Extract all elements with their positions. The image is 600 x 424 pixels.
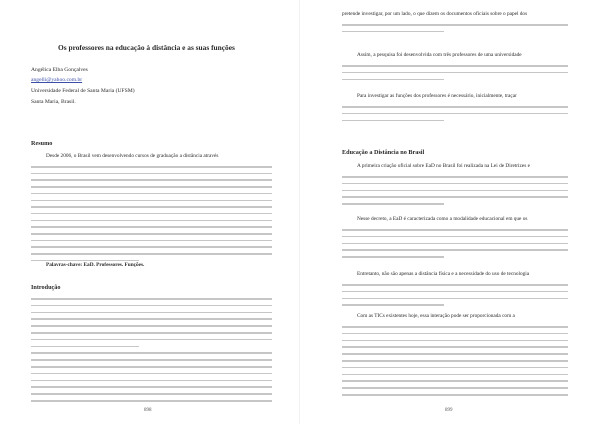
right-text-line [342,31,444,33]
resumo-text-line [31,233,272,235]
right-text-line [342,183,568,185]
right-text-line [342,298,568,300]
page-number-left: 898 [144,408,152,413]
author-email[interactable]: angelli@yahoo.com.br [31,77,83,83]
right-text-line [342,196,568,198]
resumo-text-line [31,206,272,208]
keywords: Palavras-chave: EaD. Professores. Funções. [46,262,145,268]
right-paragraph-first-line: Entretanto, não são apenas a distância física e a necessidade do uso de tecnologia [357,271,530,277]
introducao-text-line [31,366,272,368]
right-text-line [342,304,444,306]
right-text-line [342,284,568,286]
right-text-line [342,106,568,108]
right-text-line [342,24,568,26]
right-text-line [342,291,568,293]
introducao-text-line [31,305,272,307]
author-name: Angélica Elba Gonçalves [31,67,88,73]
author-location: Santa Maria, Brasil. [31,99,76,105]
right-text-line [342,176,568,178]
right-paragraph-first-line: Nesse decreto, a EaD é caracterizada como a modalidade educacional em que os [357,216,528,222]
introducao-text-line [31,346,139,348]
right-text-line [342,249,568,251]
right-paragraph-first-line: Assim, a pesquisa foi desenvolvida com três professores de uma universidade [357,52,522,58]
right-paragraph-first-line: Para investigar as funções dos professores é necessário, inicialmente, traçar [357,93,517,99]
right-text-line [342,340,568,342]
introducao-text-line [31,359,272,361]
right-text-line [342,367,568,369]
right-text-line [342,333,568,335]
resumo-text-line [31,173,272,175]
right-text-line [342,72,568,74]
ead-heading: Educação a Distância no Brasil [342,149,425,156]
resumo-heading: Resumo [31,140,53,147]
introducao-text-line [31,373,272,375]
right-text-line [342,387,568,389]
introducao-text-line [31,332,272,334]
introducao-text-line [31,339,272,341]
right-paragraph-first-line: Com as TICs existentes hoje, essa interação pode ser proporcionada com a [357,313,515,319]
right-text-line [342,120,444,122]
introducao-text-line [31,380,272,382]
resumo-text-line [31,246,272,248]
introducao-heading: Introdução [31,284,61,291]
introducao-text-line [31,312,272,314]
resumo-text-line [31,200,272,202]
right-text-line [342,360,568,362]
resumo-text-line [31,213,272,215]
right-text-line [342,243,568,245]
author-affiliation: Universidade Federal de Santa Maria (UFSM) [31,88,135,94]
introducao-text-line [31,386,272,388]
introducao-text-line [31,325,272,327]
resumo-first-line: Desde 2006, o Brasil vem desenvolvendo cursos de graduação a distância através [46,153,219,159]
right-text-line [342,380,568,382]
introducao-text-line [31,352,272,354]
resumo-text-line [31,179,272,181]
resumo-text-line [31,226,272,228]
page-number-right: 899 [445,408,453,413]
right-text-line [342,394,568,396]
resumo-text-line [31,193,272,195]
right-text-line [342,203,444,205]
introducao-text-line [31,318,272,320]
introducao-text-line [31,393,272,395]
right-text-line [342,113,568,115]
article-title: Os professores na educação à distância e as suas funções [58,43,235,52]
resumo-text-line [31,253,272,255]
resumo-text-line [31,240,272,242]
right-paragraph-first-line: pretende investigar, por um lado, o que dizem os documentos oficiais sobre o papel dos [342,11,528,17]
right-text-line [342,374,568,376]
page-right [300,0,600,424]
right-text-line [342,190,568,192]
right-text-line [342,353,568,355]
resumo-text-line [31,186,272,188]
right-text-line [342,326,568,328]
right-text-line [342,229,568,231]
right-text-line [342,236,568,238]
right-text-line [342,346,568,348]
resumo-text-line [31,220,272,222]
right-text-line [342,256,444,258]
introducao-text-line [31,400,272,402]
resumo-text-line [31,166,272,168]
right-text-line [342,79,444,81]
right-text-line [342,65,568,67]
right-paragraph-first-line: A primeira criação oficial sobre EaD no Brasil foi realizada na Lei de Diretrizes e [357,163,530,169]
introducao-text-line [31,298,272,300]
